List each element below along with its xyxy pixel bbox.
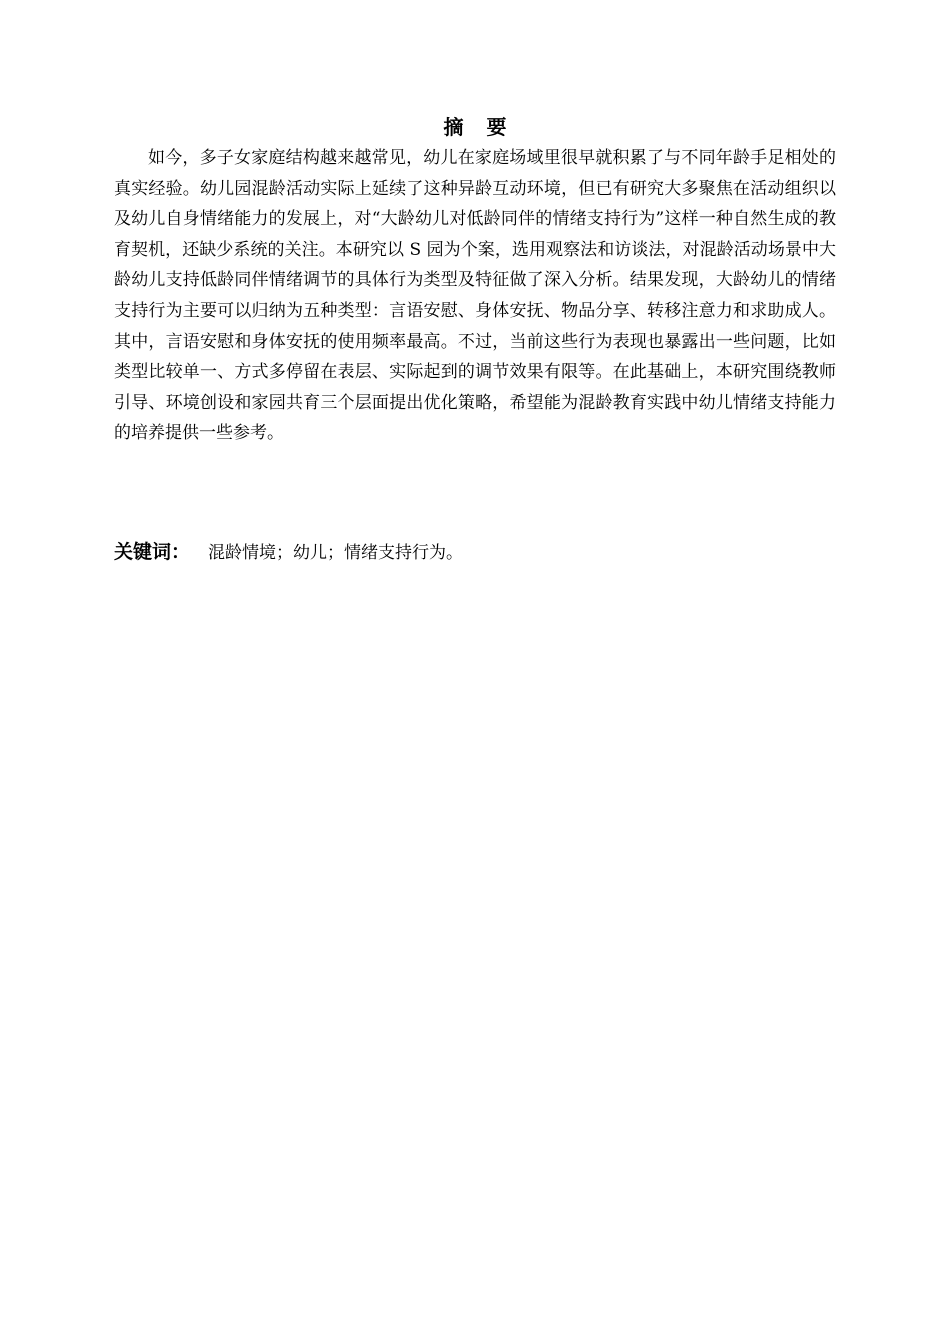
abstract-body: 如今，多子女家庭结构越来越常见，幼儿在家庭场域里很早就积累了与不同年龄手足相处的真实经验。幼儿园混龄活动实际上延续了这种异龄互动环境，但已有研究大多聚焦在活动组织以及幼儿自身情绪能力的发展上，对“大龄幼儿对低龄同伴的情绪支持行为”这样一种自然生成的教育契机，还缺少系统的关注。本研究以 S 园为个案，选用观察法和访谈法，对混龄活动场景中大龄幼儿支持低龄同伴情绪调节的具体行为类型及特征做了深入分析。结果发现，大龄幼儿的情绪支持行为主要可以归纳为五种类型：言语安慰、身体安抚、物品分享、转移注意力和求助成人。其中，言语安慰和身体安抚的使用频率最高。不过，当前这些行为表现也暴露出一些问题，比如类型比较单一、方式多停留在表层、实际起到的调节效果有限等。在此基础上，本研究围绕教师引导、环境创设和家园共育三个层面提出优化策略，希望能为混龄教育实践中幼儿情绪支持能力的培养提供一些参考。 — [114, 148, 836, 444]
keywords-text: 混龄情境；幼儿；情绪支持行为。 — [208, 543, 464, 563]
abstract-title: 摘 要 — [443, 115, 515, 139]
keywords-label: 关键词： — [114, 541, 191, 563]
keywords-line — [114, 537, 836, 568]
